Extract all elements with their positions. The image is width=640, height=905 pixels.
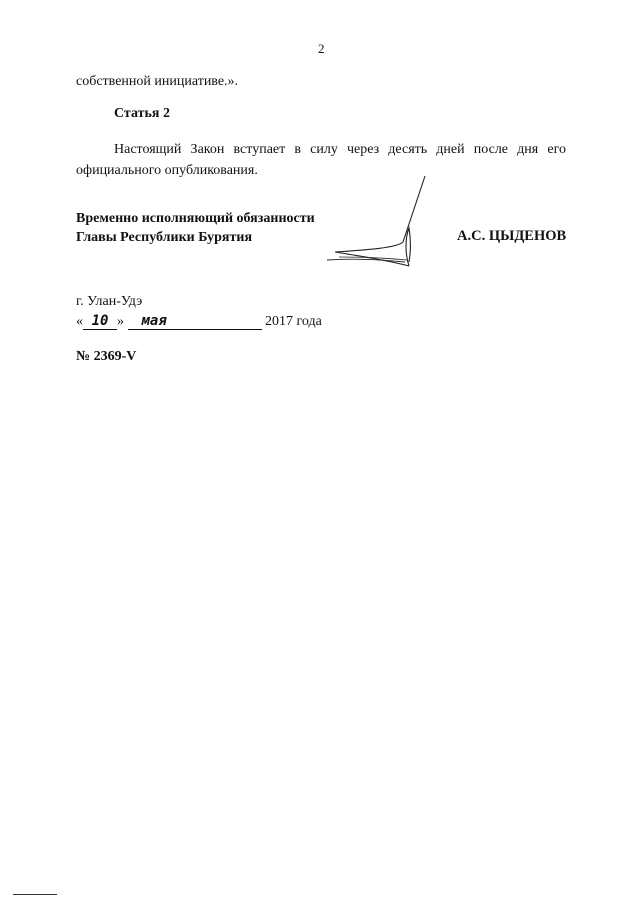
date-month: мая: [128, 314, 262, 330]
date-day: 10: [83, 314, 117, 330]
signer-name: А.С. ЦЫДЕНОВ: [457, 228, 567, 244]
handwritten-signature: [325, 172, 435, 272]
city: г. Улан-Удэ: [76, 294, 143, 309]
article-text: Настоящий Закон вступает в силу через десять дней после дня его официального опубликования.: [76, 142, 566, 178]
signatory-title: [76, 209, 315, 247]
issue-date: [76, 314, 322, 330]
date-quote-open: «: [76, 314, 83, 329]
footer-mark: [13, 894, 57, 895]
date-year: 2017 года: [265, 314, 322, 329]
signatory-title-line-1: Временно исполняющий обязанности: [76, 211, 315, 226]
date-quote-close: »: [117, 314, 124, 329]
signatory-title-line-2: Главы Республики Бурятия: [76, 230, 253, 245]
page-number: 2: [318, 41, 325, 56]
article-heading: Статья 2: [114, 106, 170, 121]
continuation-text: собственной инициативе.».: [76, 74, 239, 89]
law-number: № 2369-V: [76, 349, 137, 364]
